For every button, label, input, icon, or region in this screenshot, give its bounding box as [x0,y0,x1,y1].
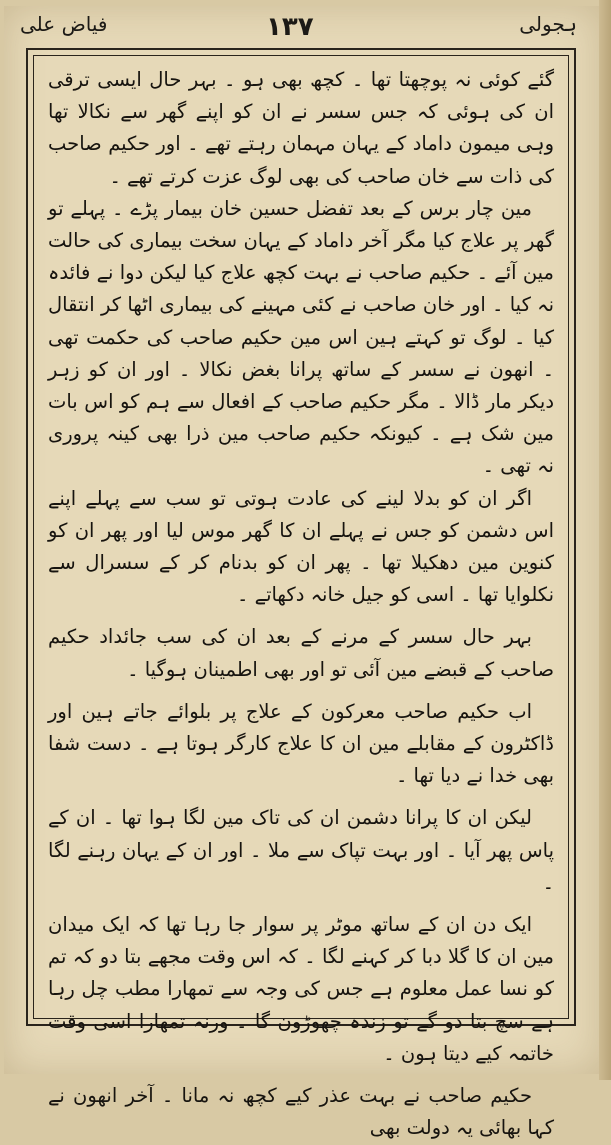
paragraph-4: بہر حال سسر کے مرنے کے بعد ان کی سب جائداد حکیم صاحب کے قبضے مین آئی تو اور بھی اطمینان ہوگیا ۔ [48,625,554,681]
paragraph-1: گئے کوئی نہ پوچھتا تھا ۔ کچھ بھی ہو ۔ بہر حال ایسی ترقی ان کی ہوئی کہ جس سسر نے ان کو اپنے گھر سے نکالا تھا وہی میمون داماد کے یہان مہمان رہتے تھے ۔ اور حکیم صاحب کی ذات سے خان صاحب کی بھی لوگ عزت کرتے تھے ۔ [48,68,554,188]
paragraph-3: اگر ان کو بدلا لینے کی عادت ہوتی تو سب سے پہلے اپنے اس دشمن کو جس نے پہلے ان کا گھر موس لیا اور پھر ان کو کنوین مین دھکیلا تھا ۔ پھر ان کو بدنام کر کے سسرال سے نکلوایا تھا ۔ اسی کو جیل خانہ دکھاتے ۔ [48,486,554,607]
paragraph-5: اب حکیم صاحب معرکون کے علاج پر بلوائے جاتے ہین اور ڈاکٹرون کے مقابلے مین ان کا علاج کارگر ہوتا ہے ۔ دست شفا بھی خدا نے دیا تھا ۔ [48,699,554,788]
paragraph-6: لیکن ان کا پرانا دشمن ان کی تاک مین لگا ہوا تھا ۔ ان کے پاس پھر آیا ۔ اور بہت تپاک سے ملا ۔ اور ان کے یہان رہنے لگا ۔ [48,806,554,894]
paragraph-7: ایک دن ان کے ساتھ موٹر پر سوار جا رہا تھا کہ ایک میدان مین ان کا گلا دبا کر کہنے لگا ۔ کہ اس وقت مجھے بتا دو کہ تم کو نسا عمل معلوم ہے جس کی وجہ سے تمھارا مطب چل رہا ہے سچ بتا دو گے تو زندہ چھوڑون گا ۔ ورنہ تمھارا اسی وقت خاتمہ کیے دیتا ہون ۔ [48,913,554,1065]
text-frame [33,55,569,1140]
body-text [48,64,554,1145]
header-author: فیاض علی [20,12,108,36]
paragraph-8: حکیم صاحب نے بہت عذر کیے کچھ نہ مانا ۔ آخر انھون نے کہا بھائی یہ دولت بھی [48,1084,554,1140]
page-edge [599,0,611,1080]
header-title: ہجولی [519,12,577,36]
paragraph-2: مین چار برس کے بعد تفضل حسین خان بیمار پڑے ۔ پہلے تو گھر پر علاج کیا مگر آخر داماد کے یہان سخت بیماری کی حالت مین آئے ۔ حکیم صاحب نے بہت کچھ علاج کیا لیکن دوا نے فائدہ نہ کیا ۔ اور خان صاحب نے کئی مہینے کی بیماری اٹھا کر انتقال کیا ۔ لوگ تو کہتے ہین اس مین حکیم صاحب کی حکمت تھی ۔ انھون نے سسر کے ساتھ پرانا بغض نکالا ۔ اور ان کو زہر دیکر مار ڈالا ۔ مگر حکیم صاحب کے افعال سے ہم کو اس بات مین شک ہے ۔ کیونکہ حکیم صاحب مین ذرا بھی کینہ پروری نہ تھی ۔ [48,196,554,478]
page-header [0,10,611,50]
page-number: ۱۳۷ [266,12,314,42]
